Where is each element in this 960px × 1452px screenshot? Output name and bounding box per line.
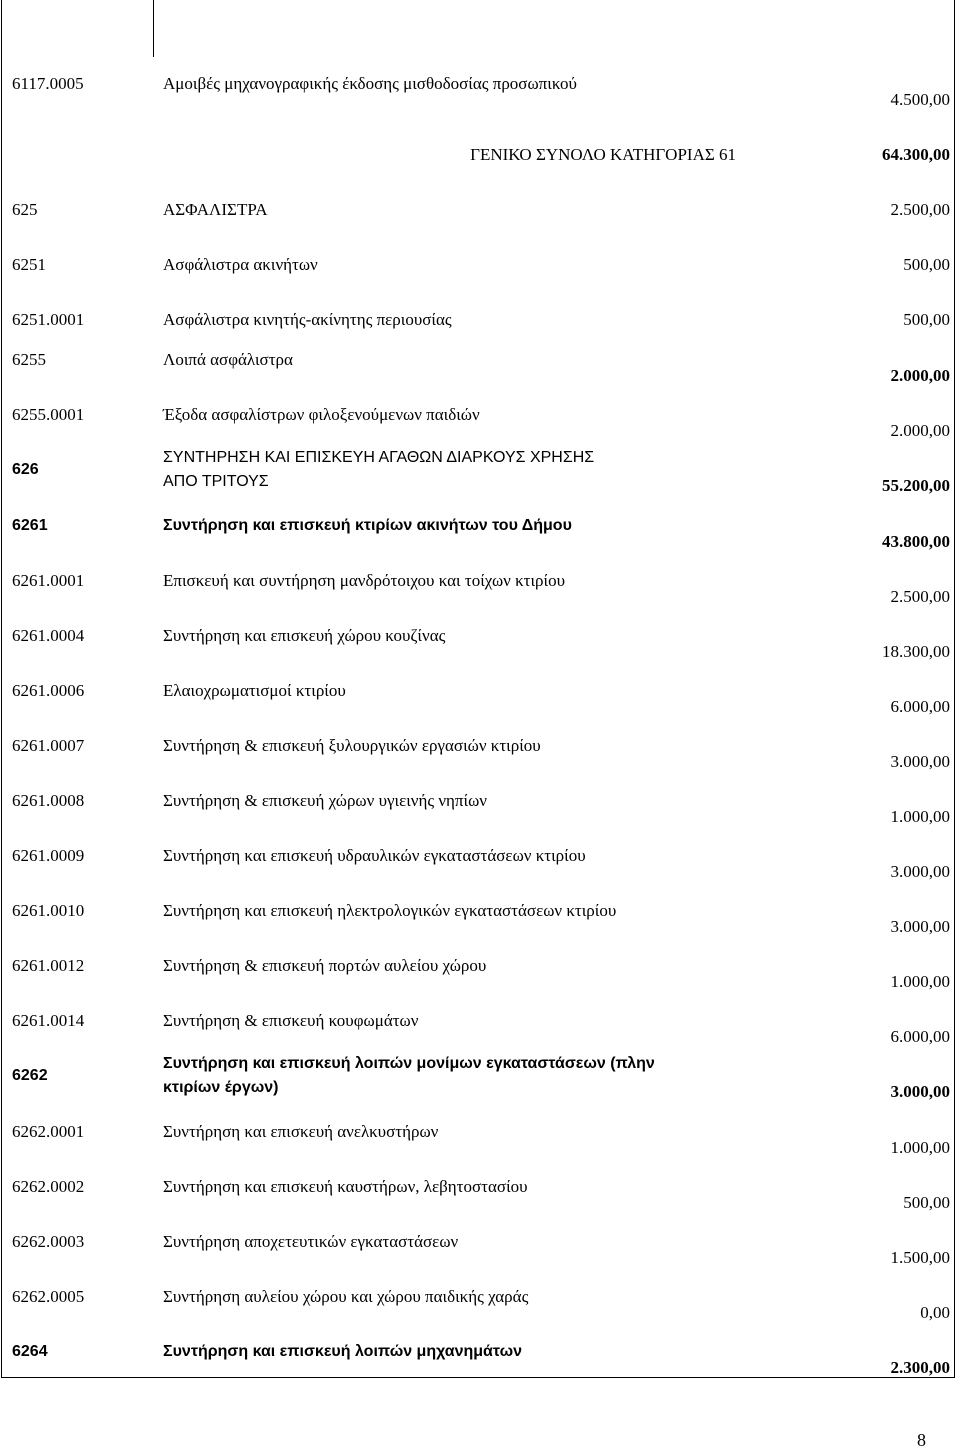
row-description: Συντήρηση & επισκευή κουφωμάτων	[163, 1011, 419, 1030]
row-description: Συντήρηση και επισκευή ηλεκτρολογικών εγκαταστάσεων κτιρίου	[163, 901, 617, 920]
row-description-line2: κτιρίων έργων)	[163, 1079, 279, 1096]
row-code: 6261.0010	[12, 901, 85, 920]
row-amount: 500,00	[903, 255, 950, 274]
left-border	[1, 0, 2, 1378]
row-code: 6261	[12, 517, 48, 534]
row-description: Συντήρηση και επισκευή κτιρίων ακινήτων του Δήμου	[163, 517, 572, 534]
category-total-amount: 64.300,00	[882, 145, 950, 164]
row-code: 6262.0002	[12, 1177, 85, 1196]
bottom-border	[1, 1377, 955, 1378]
row-description: Λοιπά ασφάλιστρα	[163, 350, 293, 369]
row-description: Συντήρηση και επισκευή λοιπών μηχανημάτων	[163, 1343, 522, 1360]
row-amount: 1.000,00	[890, 807, 950, 826]
row-description: Συντήρηση και επισκευή ανελκυστήρων	[163, 1122, 439, 1141]
row-description: Συντήρηση & επισκευή πορτών αυλείου χώρου	[163, 956, 487, 975]
row-code: 6261.0012	[12, 956, 85, 975]
row-description-line2: ΑΠΟ ΤΡΙΤΟΥΣ	[163, 473, 269, 490]
row-code: 6251	[12, 255, 46, 274]
row-description: Αμοιβές μηχανογραφικής έκδοσης μισθοδοσίας προσωπικού	[163, 74, 577, 93]
row-description: Συντήρηση & επισκευή ξυλουργικών εργασιών κτιρίου	[163, 736, 541, 755]
row-amount: 3.000,00	[890, 752, 950, 771]
row-code: 626	[12, 461, 39, 478]
row-amount: 2.300,00	[890, 1358, 950, 1377]
row-code: 6262.0003	[12, 1232, 85, 1251]
row-code: 6261.0007	[12, 736, 85, 755]
row-amount: 500,00	[903, 1193, 950, 1212]
code-column-divider	[153, 0, 154, 57]
row-code: 6261.0008	[12, 791, 85, 810]
row-code: 6251.0001	[12, 310, 85, 329]
row-code: 6261.0006	[12, 681, 85, 700]
row-code: 6261.0004	[12, 626, 85, 645]
row-code: 6262.0005	[12, 1287, 85, 1306]
row-amount: 55.200,00	[882, 476, 950, 495]
row-description: Ασφάλιστρα κινητής-ακίνητης περιουσίας	[163, 310, 452, 329]
row-code: 6255	[12, 350, 46, 369]
row-amount: 4.500,00	[890, 90, 950, 109]
row-code: 6264	[12, 1343, 48, 1360]
row-amount: 6.000,00	[890, 1027, 950, 1046]
row-description: Συντήρηση αυλείου χώρου και χώρου παιδικής χαράς	[163, 1287, 529, 1306]
right-border	[954, 0, 955, 1378]
row-amount: 2.500,00	[890, 200, 950, 219]
row-amount: 1.500,00	[890, 1248, 950, 1267]
row-code: 625	[12, 200, 38, 219]
row-code: 6261.0009	[12, 846, 85, 865]
row-code: 6262	[12, 1067, 48, 1084]
row-description: Συντήρηση αποχετευτικών εγκαταστάσεων	[163, 1232, 459, 1251]
row-amount: 2.500,00	[890, 587, 950, 606]
row-description: Έξοδα ασφαλίστρων φιλοξενούμενων παιδιών	[163, 405, 480, 424]
row-description: ΑΣΦΑΛΙΣΤΡΑ	[163, 200, 268, 219]
row-description: Επισκευή και συντήρηση μανδρότοιχου και τοίχων κτιρίου	[163, 571, 566, 590]
row-description: Ελαιοχρωματισμοί κτιρίου	[163, 681, 346, 700]
row-code: 6261.0014	[12, 1011, 85, 1030]
row-code: 6261.0001	[12, 571, 85, 590]
row-amount: 6.000,00	[890, 697, 950, 716]
row-amount: 3.000,00	[890, 862, 950, 881]
row-description-line1: ΣΥΝΤΗΡΗΣΗ ΚΑΙ ΕΠΙΣΚΕΥΗ ΑΓΑΘΩΝ ΔΙΑΡΚΟΥΣ ΧΡΗΣΗΣ	[163, 449, 595, 466]
row-description: Συντήρηση και επισκευή υδραυλικών εγκαταστάσεων κτιρίου	[163, 846, 586, 865]
row-amount: 500,00	[903, 310, 950, 329]
page-number: 8	[917, 1430, 926, 1450]
category-total-label: ΓΕΝΙΚΟ ΣΥΝΟΛΟ ΚΑΤΗΓΟΡΙΑΣ 61	[470, 145, 736, 164]
row-amount: 2.000,00	[890, 366, 950, 385]
row-description-line1: Συντήρηση και επισκευή λοιπών μονίμων εγκαταστάσεων (πλην	[163, 1055, 655, 1072]
row-amount: 18.300,00	[882, 642, 950, 661]
row-code: 6262.0001	[12, 1122, 85, 1141]
row-amount: 3.000,00	[890, 1082, 950, 1101]
row-amount: 2.000,00	[890, 421, 950, 440]
row-description: Ασφάλιστρα ακινήτων	[163, 255, 318, 274]
row-code: 6117.0005	[12, 74, 84, 93]
row-description: Συντήρηση και επισκευή καυστήρων, λεβητοστασίου	[163, 1177, 528, 1196]
row-description: Συντήρηση και επισκευή χώρου κουζίνας	[163, 626, 446, 645]
row-amount: 3.000,00	[890, 917, 950, 936]
row-description: Συντήρηση & επισκευή χώρων υγιεινής νηπίων	[163, 791, 487, 810]
row-amount: 43.800,00	[882, 532, 950, 551]
row-code: 6255.0001	[12, 405, 85, 424]
row-amount: 0,00	[920, 1303, 950, 1322]
row-amount: 1.000,00	[890, 1138, 950, 1157]
row-amount: 1.000,00	[890, 972, 950, 991]
